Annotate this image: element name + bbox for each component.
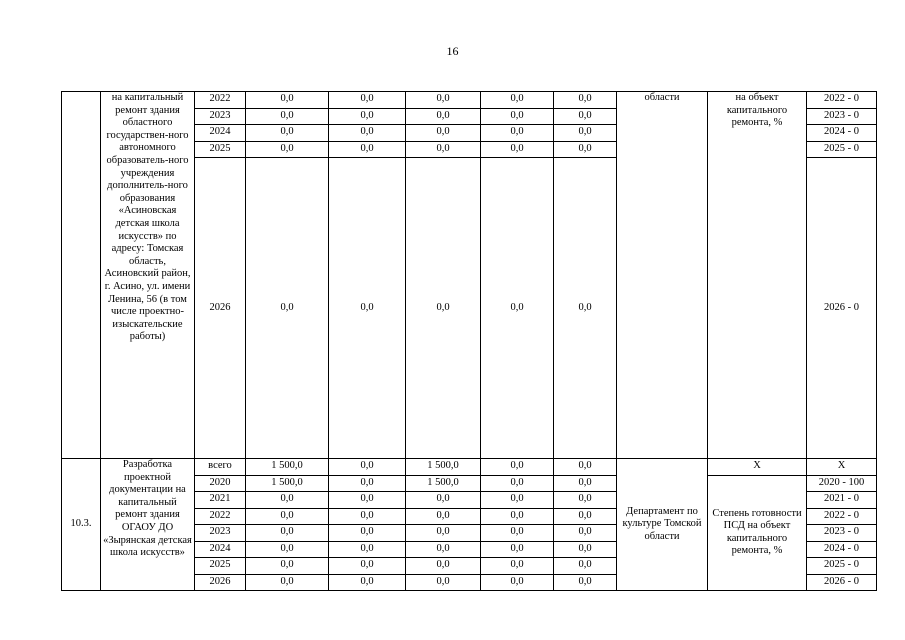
value-cell: 0,0 (406, 558, 481, 575)
value-cell: 0,0 (554, 108, 617, 125)
indicator-cell: Степень готовности ПСД на объект капитального ремонта, % (708, 475, 807, 591)
value-cell: 0,0 (406, 158, 481, 459)
value-cell: 0,0 (329, 158, 406, 459)
target-cell: 2023 - 0 (807, 108, 877, 125)
value-cell: 0,0 (481, 508, 554, 525)
value-cell: 0,0 (329, 475, 406, 492)
value-cell: 0,0 (481, 475, 554, 492)
value-cell: 0,0 (481, 574, 554, 591)
year-cell: всего (195, 459, 246, 476)
year-cell: 2022 (195, 508, 246, 525)
value-cell: 0,0 (246, 492, 329, 509)
value-cell: 1 500,0 (406, 475, 481, 492)
value-cell: 0,0 (329, 525, 406, 542)
year-cell: 2026 (195, 158, 246, 459)
year-cell: 2025 (195, 558, 246, 575)
row-number-cell: 10.3. (62, 459, 101, 591)
value-cell: 0,0 (329, 574, 406, 591)
value-cell: 0,0 (406, 141, 481, 158)
value-cell: 0,0 (481, 108, 554, 125)
value-cell: 0,0 (329, 541, 406, 558)
activity-description: Разработка проектной документации на капитальный ремонт здания ОГАОУ ДО «Зырянская детская школа искусств» (101, 459, 195, 591)
year-cell: 2023 (195, 525, 246, 542)
value-cell: 0,0 (406, 492, 481, 509)
target-cell: 2026 - 0 (807, 158, 877, 459)
target-cell: 2022 - 0 (807, 508, 877, 525)
program-table (61, 91, 877, 591)
value-cell: 1 500,0 (246, 459, 329, 476)
value-cell: 0,0 (329, 558, 406, 575)
value-cell: 0,0 (246, 558, 329, 575)
value-cell: 0,0 (246, 508, 329, 525)
value-cell: 0,0 (554, 459, 617, 476)
value-cell: 0,0 (554, 574, 617, 591)
value-cell: 0,0 (246, 541, 329, 558)
activity-description: на капитальный ремонт здания областного государствен-ного автономного образователь-ного учреждения дополнитель-ного образования «Асиновская детская школа искусств» по адресу: Томская область, Асиновский район, г. Асино, ул. имени Ленина, 56 (в том числе проектно-изыскательские работы) (101, 92, 195, 459)
value-cell: 0,0 (554, 475, 617, 492)
target-cell: 2026 - 0 (807, 574, 877, 591)
value-cell: 0,0 (481, 492, 554, 509)
target-cell: 2020 - 100 (807, 475, 877, 492)
value-cell: 0,0 (554, 158, 617, 459)
indicator-cell: на объект капитального ремонта, % (708, 92, 807, 459)
target-cell: 2022 - 0 (807, 92, 877, 109)
table-row (62, 92, 877, 109)
value-cell: 0,0 (406, 108, 481, 125)
value-cell: 0,0 (329, 492, 406, 509)
value-cell: 0,0 (406, 125, 481, 142)
value-cell: 0,0 (406, 525, 481, 542)
target-cell: 2025 - 0 (807, 558, 877, 575)
value-cell: 0,0 (246, 158, 329, 459)
value-cell: 0,0 (246, 108, 329, 125)
value-cell: 0,0 (481, 541, 554, 558)
value-cell: 0,0 (406, 92, 481, 109)
value-cell: 0,0 (481, 141, 554, 158)
value-cell: 0,0 (406, 541, 481, 558)
value-cell: 0,0 (246, 525, 329, 542)
value-cell: 0,0 (554, 125, 617, 142)
value-cell: 1 500,0 (406, 459, 481, 476)
target-cell: X (807, 459, 877, 476)
value-cell: 0,0 (406, 508, 481, 525)
value-cell: 0,0 (329, 508, 406, 525)
value-cell: 0,0 (246, 574, 329, 591)
value-cell: 0,0 (554, 492, 617, 509)
row-number-cell (62, 92, 101, 459)
value-cell: 0,0 (246, 141, 329, 158)
year-cell: 2024 (195, 541, 246, 558)
value-cell: 0,0 (246, 92, 329, 109)
executor-cell: области (617, 92, 708, 459)
year-cell: 2024 (195, 125, 246, 142)
value-cell: 0,0 (481, 525, 554, 542)
year-cell: 2020 (195, 475, 246, 492)
value-cell: 0,0 (481, 92, 554, 109)
target-cell: 2023 - 0 (807, 525, 877, 542)
value-cell: 0,0 (554, 141, 617, 158)
target-cell: 2021 - 0 (807, 492, 877, 509)
value-cell: 0,0 (329, 459, 406, 476)
table-row (62, 459, 877, 476)
indicator-x-cell: X (708, 459, 807, 476)
value-cell: 0,0 (246, 125, 329, 142)
year-cell: 2025 (195, 141, 246, 158)
value-cell: 0,0 (554, 92, 617, 109)
value-cell: 0,0 (554, 541, 617, 558)
year-cell: 2023 (195, 108, 246, 125)
value-cell: 0,0 (554, 558, 617, 575)
value-cell: 0,0 (329, 125, 406, 142)
value-cell: 0,0 (329, 92, 406, 109)
value-cell: 0,0 (481, 158, 554, 459)
executor-cell: Департамент по культуре Томской области (617, 459, 708, 591)
year-cell: 2022 (195, 92, 246, 109)
target-cell: 2025 - 0 (807, 141, 877, 158)
target-cell: 2024 - 0 (807, 125, 877, 142)
year-cell: 2026 (195, 574, 246, 591)
value-cell: 0,0 (406, 574, 481, 591)
target-cell: 2024 - 0 (807, 541, 877, 558)
value-cell: 0,0 (329, 141, 406, 158)
page-number: 16 (446, 44, 459, 58)
value-cell: 0,0 (481, 125, 554, 142)
value-cell: 0,0 (481, 558, 554, 575)
value-cell: 0,0 (481, 459, 554, 476)
year-cell: 2021 (195, 492, 246, 509)
value-cell: 0,0 (329, 108, 406, 125)
value-cell: 1 500,0 (246, 475, 329, 492)
value-cell: 0,0 (554, 508, 617, 525)
value-cell: 0,0 (554, 525, 617, 542)
